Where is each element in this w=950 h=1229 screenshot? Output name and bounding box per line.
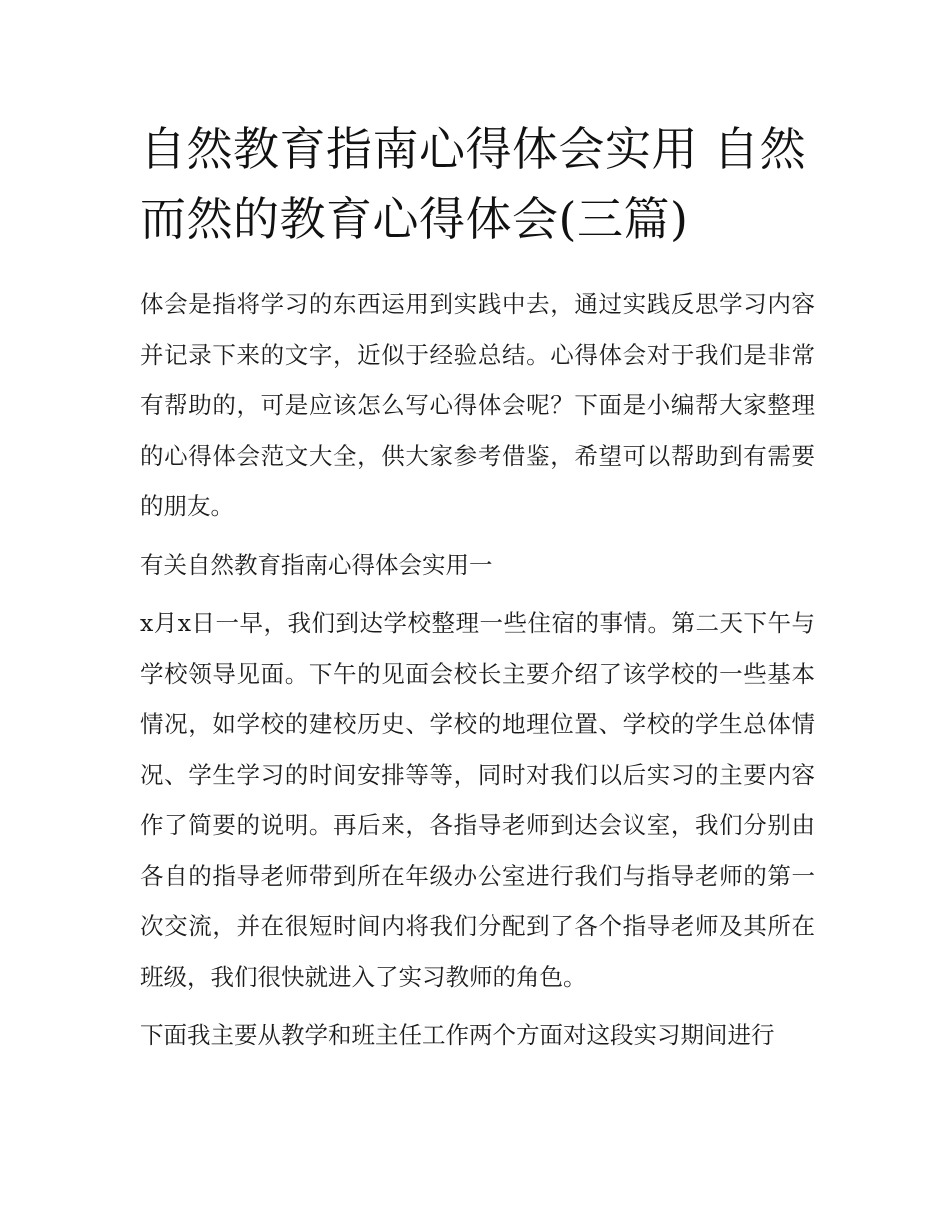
body-paragraph-continued: 下面我主要从教学和班主任工作两个方面对这段实习期间进行 <box>140 1021 775 1049</box>
document-body <box>140 279 815 1069</box>
section-heading: 有关自然教育指南心得体会实用一 <box>140 550 493 579</box>
body-paragraph: x月x日一早，我们到达学校整理一些住宿的事情。第二天下午与学校领导见面。下午的见面会校长主要介绍了该学校的一些基本情况，如学校的建校历史、学校的地理位置、学校的学生总体情况、学生学习的时间安排等等，同时对我们以后实习的主要内容作了简要的说明。再后来，各指导老师到达会议室，我们分别由各自的指导老师带到所在年级办公室进行我们与指导老师的第一次交流，并在很短时间内将我们分配到了各个指导老师及其所在班级，我们很快就进入了实习教师的角色。 <box>140 609 815 991</box>
intro-paragraph: 体会是指将学习的东西运用到实践中去，通过实践反思学习内容并记录下来的文字，近似于经验总结。心得体会对于我们是非常有帮助的，可是应该怎么写心得体会呢？下面是小编帮大家整理的心得体会范文大全，供大家参考借鉴，希望可以帮助到有需要的朋友。 <box>140 290 815 520</box>
document-title: 自然教育指南心得体会实用 自然而然的教育心得体会(三篇) <box>140 122 807 246</box>
